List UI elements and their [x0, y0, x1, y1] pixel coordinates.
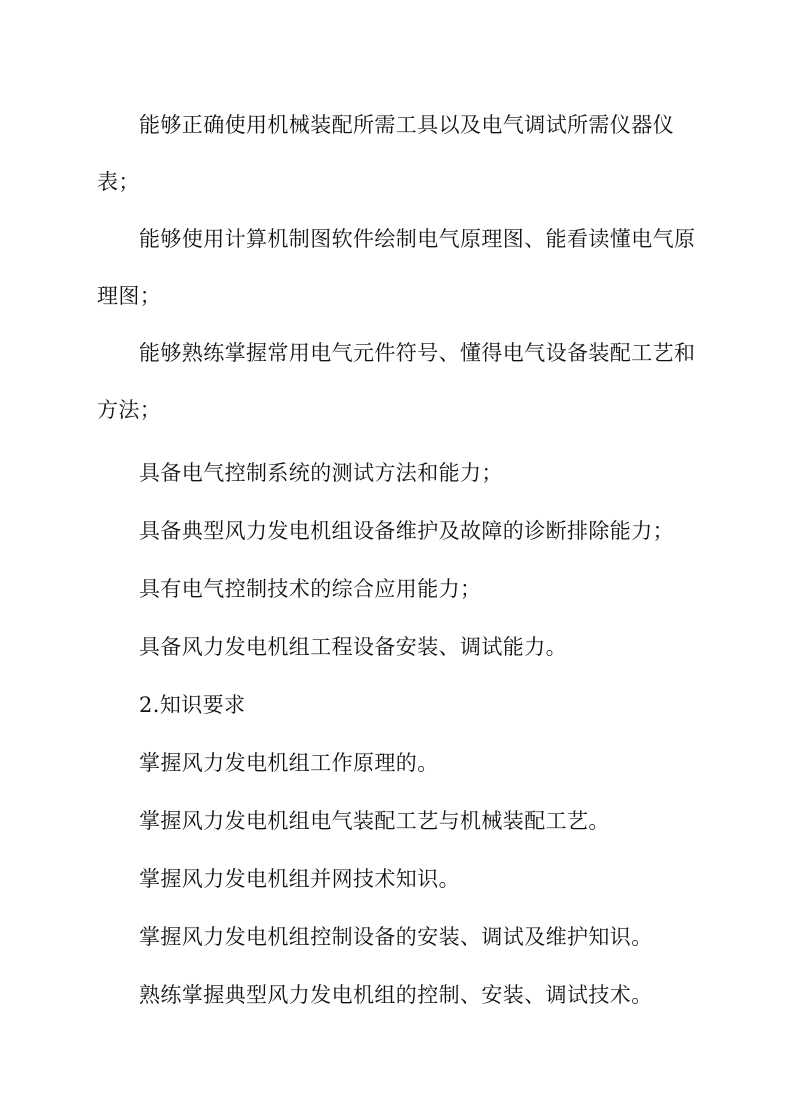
- skill-item-5: 具备典型风力发电机组设备维护及故障的诊断排除能力；: [139, 519, 674, 543]
- skill-item-6: 具有电气控制技术的综合应用能力；: [139, 577, 482, 601]
- knowledge-item-5: 熟练掌握典型风力发电机组的控制、安装、调试技术。: [139, 983, 653, 1007]
- knowledge-item-1: 掌握风力发电机组工作原理的。: [139, 751, 439, 775]
- section-heading-knowledge: 2.知识要求: [139, 693, 246, 717]
- knowledge-item-2: 掌握风力发电机组电气装配工艺与机械装配工艺。: [139, 809, 610, 833]
- skill-item-2: 能够使用计算机制图软件绘制电气原理图、能看读懂电气原理图；: [97, 227, 696, 308]
- knowledge-item-4: 掌握风力发电机组控制设备的安装、调试及维护知识。: [139, 925, 653, 949]
- skill-item-4: 具备电气控制系统的测试方法和能力；: [139, 461, 503, 485]
- skill-item-1: 能够正确使用机械装配所需工具以及电气调试所需仪器仪表；: [97, 113, 674, 194]
- knowledge-item-3: 掌握风力发电机组并网技术知识。: [139, 867, 460, 891]
- skill-item-3: 能够熟练掌握常用电气元件符号、懂得电气设备装配工艺和方法；: [97, 341, 696, 422]
- skill-item-7: 具备风力发电机组工程设备安装、调试能力。: [139, 635, 567, 659]
